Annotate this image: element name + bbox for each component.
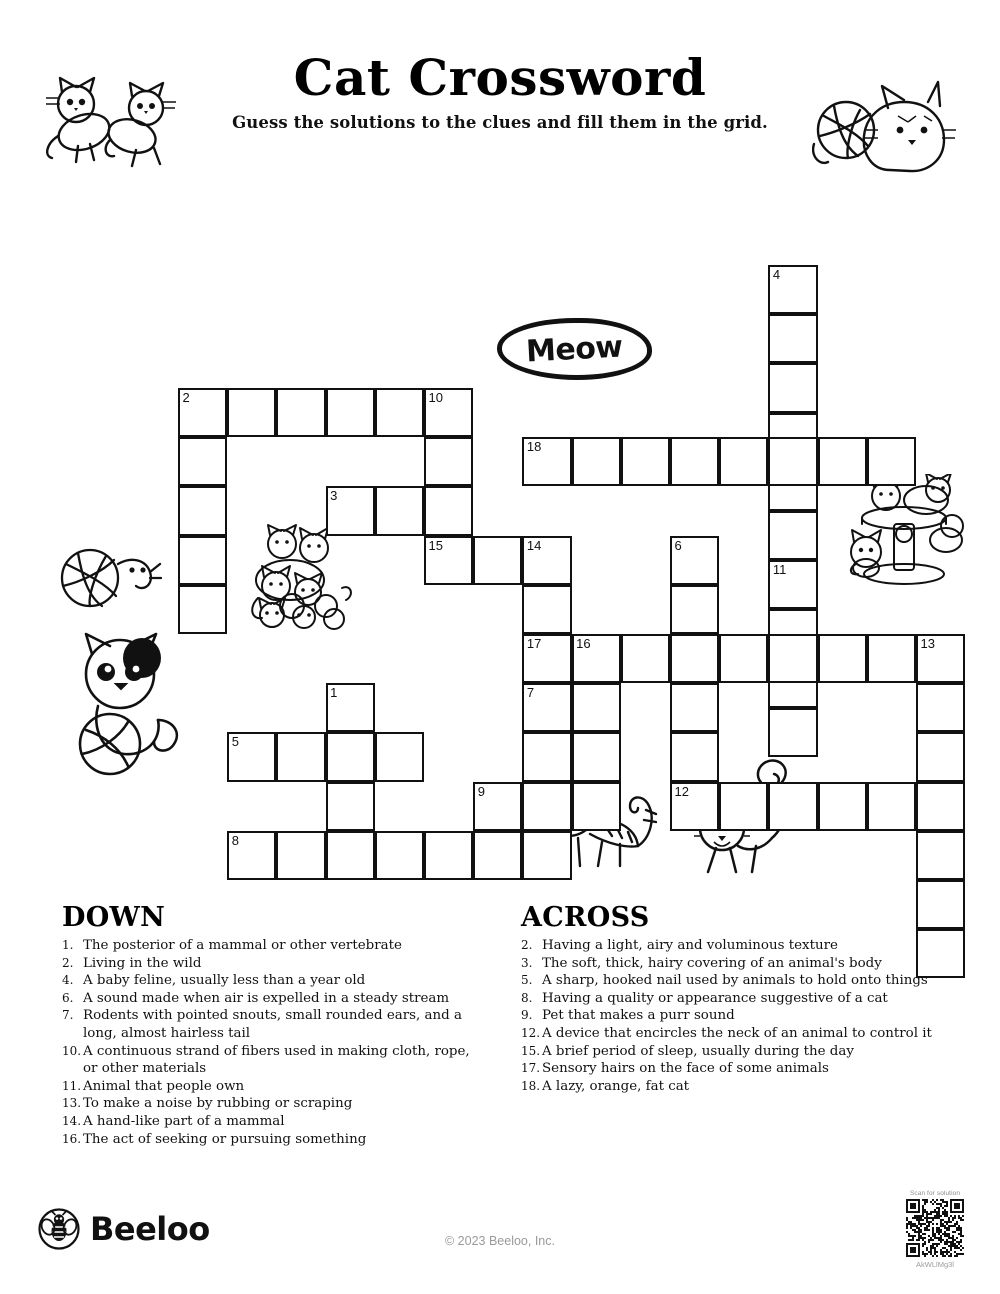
clue-number: 15. [521,1043,541,1058]
clue-number: 9. [521,1008,533,1023]
grid-cell[interactable] [473,536,522,585]
clue-number: 8. [521,990,533,1005]
grid-cell[interactable] [670,782,719,831]
grid-cell[interactable] [916,683,965,732]
grid-cell[interactable] [818,437,867,486]
clue-item [521,937,961,955]
across-heading: ACROSS [521,902,650,933]
cell-number: 6 [674,537,682,553]
grid-cell[interactable] [522,831,571,880]
grid-cell[interactable] [768,314,817,363]
clue-text: A continuous strand of fibers used in making cloth, rope, or other materials [83,1043,470,1077]
grid-cell[interactable] [572,782,621,831]
cell-number: 18 [526,439,542,455]
grid-cell[interactable] [670,437,719,486]
grid-cell[interactable] [522,536,571,585]
grid-cell[interactable] [670,683,719,732]
grid-cell[interactable] [572,732,621,781]
cell-number: 1 [330,685,338,701]
page-title: Cat Crossword [293,48,707,107]
grid-cell[interactable] [867,437,916,486]
grid-cell[interactable] [572,683,621,732]
qr-block [900,1190,970,1269]
clue-number: 5. [521,973,533,988]
clue-item [521,972,961,990]
grid-cell[interactable] [326,831,375,880]
grid-cell[interactable] [670,585,719,634]
clue-item [521,1007,961,1025]
cell-number: 13 [920,636,935,651]
grid-cell[interactable] [227,388,276,437]
clue-number: 14. [62,1113,82,1128]
grid-cell[interactable] [916,634,965,683]
grid-cell[interactable] [473,782,522,831]
clue-item [521,1060,961,1078]
grid-cell[interactable] [178,437,227,486]
clue-item [521,1043,961,1061]
grid-cell[interactable] [424,831,473,880]
grid-cell[interactable] [522,585,571,634]
grid-cell[interactable] [670,634,719,683]
grid-cell[interactable] [326,732,375,781]
clue-item [62,1113,482,1131]
copyright-text: © 2023 Beeloo, Inc. [445,1234,555,1248]
clue-text: The soft, thick, hairy covering of an animal's body [542,955,882,971]
clue-text: A sound made when air is expelled in a steady stream [83,990,450,1006]
clue-item [62,1131,482,1149]
grid-cell[interactable] [375,732,424,781]
grid-cell[interactable] [768,265,817,314]
cell-number: 14 [526,537,542,553]
grid-cell[interactable] [276,388,325,437]
clue-text: A device that encircles the neck of an animal to control it [542,1025,932,1041]
page-footer [0,1190,1000,1294]
grid-cell[interactable] [621,437,670,486]
across-clue-list [521,937,961,1095]
grid-cell[interactable] [424,388,473,437]
grid-cell[interactable] [768,634,817,683]
clue-text: A sharp, hooked nail used by animals to hold onto things [542,973,928,989]
grid-cell[interactable] [768,782,817,831]
clue-item [62,990,482,1008]
grid-cell[interactable] [326,683,375,732]
cell-number: 5 [231,734,239,750]
clue-number: 12. [521,1025,541,1040]
grid-cell[interactable] [719,437,768,486]
clues-section [0,902,1000,1172]
clue-item [521,990,961,1008]
cell-number: 7 [526,685,535,701]
grid-cell[interactable] [768,511,817,560]
grid-cell[interactable] [227,732,276,781]
grid-cell[interactable] [572,634,621,683]
grid-cell[interactable] [227,831,276,880]
cell-number: 9 [477,783,485,799]
grid-cell[interactable] [916,732,965,781]
grid-cell[interactable] [375,831,424,880]
clue-text: A brief period of sleep, usually during the day [542,1043,854,1059]
grid-cell[interactable] [375,486,424,535]
clue-item [521,1025,961,1043]
grid-cell[interactable] [326,782,375,831]
grid-cell[interactable] [522,782,571,831]
grid-cell[interactable] [621,634,670,683]
clue-item [62,1043,482,1078]
cell-number: 15 [428,537,443,553]
cell-number: 17 [526,636,542,651]
clue-number: 18. [521,1078,541,1093]
clue-text: Animal that people own [83,1078,245,1094]
clue-item [62,972,482,990]
grid-cell[interactable] [326,486,375,535]
clue-number: 7. [62,1008,74,1023]
clue-number: 4. [62,973,74,988]
clue-item [62,1095,482,1113]
clue-item [62,955,482,973]
grid-cell[interactable] [178,585,227,634]
clue-text: A lazy, orange, fat cat [542,1078,690,1094]
grid-cell[interactable] [768,437,817,486]
clue-item [62,937,482,955]
clue-number: 17. [521,1061,541,1076]
cell-number: 8 [231,832,239,848]
grid-cell[interactable] [916,782,965,831]
grid-cell[interactable] [276,732,325,781]
grid-cell[interactable] [178,388,227,437]
grid-cell[interactable] [522,437,571,486]
qr-code-icon[interactable] [906,1199,964,1257]
grid-cell[interactable] [768,708,817,757]
cell-number: 10 [428,390,443,405]
clue-text: Having a light, airy and voluminous texture [542,938,838,953]
qr-caption: Scan for solution [909,1190,961,1197]
cell-number: 16 [576,636,591,651]
down-clue-list [62,937,482,1148]
clue-number: 2. [62,955,74,970]
grid-cell[interactable] [719,782,768,831]
grid-cell[interactable] [276,831,325,880]
clue-item [521,955,961,973]
grid-cell[interactable] [424,536,473,585]
grid-cell[interactable] [867,782,916,831]
cell-number: 12 [674,783,689,799]
clue-item [521,1078,961,1096]
grid-cell[interactable] [572,437,621,486]
grid-cell[interactable] [522,683,571,732]
clue-text: A baby feline, usually less than a year old [83,973,366,989]
grid-cell[interactable] [178,486,227,535]
cell-number: 2 [182,390,190,405]
grid-cell[interactable] [867,634,916,683]
clue-number: 6. [62,990,74,1005]
grid-cell[interactable] [178,536,227,585]
grid-cell[interactable] [522,634,571,683]
across-clues-column [521,902,961,1095]
clue-number: 2. [521,938,533,952]
qr-id-text: AkWLlMg3l [916,1260,954,1269]
clue-number: 10. [62,1043,82,1058]
grid-cell[interactable] [818,782,867,831]
grid-cell[interactable] [916,831,965,880]
grid-cell[interactable] [424,486,473,535]
clue-item [62,1007,482,1042]
clue-text: A hand-like part of a mammal [83,1113,285,1129]
grid-cell[interactable] [768,363,817,412]
grid-cell[interactable] [522,732,571,781]
grid-cell[interactable] [818,634,867,683]
grid-cell[interactable] [719,634,768,683]
clue-text: The act of seeking or pursuing something [83,1131,367,1147]
grid-cell[interactable] [670,732,719,781]
grid-cell[interactable] [375,388,424,437]
clue-number: 11. [62,1078,82,1093]
page-subtitle: Guess the solutions to the clues and fill them in the grid. [232,112,768,132]
clue-text: Sensory hairs on the face of some animals [542,1061,829,1077]
clue-text: The posterior of a mammal or other vertebrate [83,938,402,953]
grid-cell[interactable] [670,536,719,585]
clue-text: Rodents with pointed snouts, small rounded ears, and a long, almost hairless tail [83,1008,462,1041]
clue-item [62,1078,482,1096]
down-heading: DOWN [62,902,166,933]
clue-number: 13. [62,1096,82,1111]
grid-cell[interactable] [424,437,473,486]
clue-text: Pet that makes a purr sound [542,1008,735,1024]
clue-number: 1. [62,938,74,952]
brand-name: Beeloo [90,1210,210,1248]
cell-number: 4 [772,267,781,282]
clue-number: 16. [62,1131,82,1146]
grid-cell[interactable] [473,831,522,880]
speech-bubble-text: Meow [525,328,624,370]
cell-number: 11 [772,562,787,578]
clue-text: Living in the wild [83,955,202,971]
down-clues-column [62,902,482,1148]
clue-text: To make a noise by rubbing or scraping [83,1096,353,1112]
grid-cell[interactable] [768,560,817,609]
clue-number: 3. [521,955,533,970]
clue-text: Having a quality or appearance suggestive of a cat [542,990,888,1006]
grid-cell[interactable] [326,388,375,437]
cell-number: 3 [330,488,338,504]
